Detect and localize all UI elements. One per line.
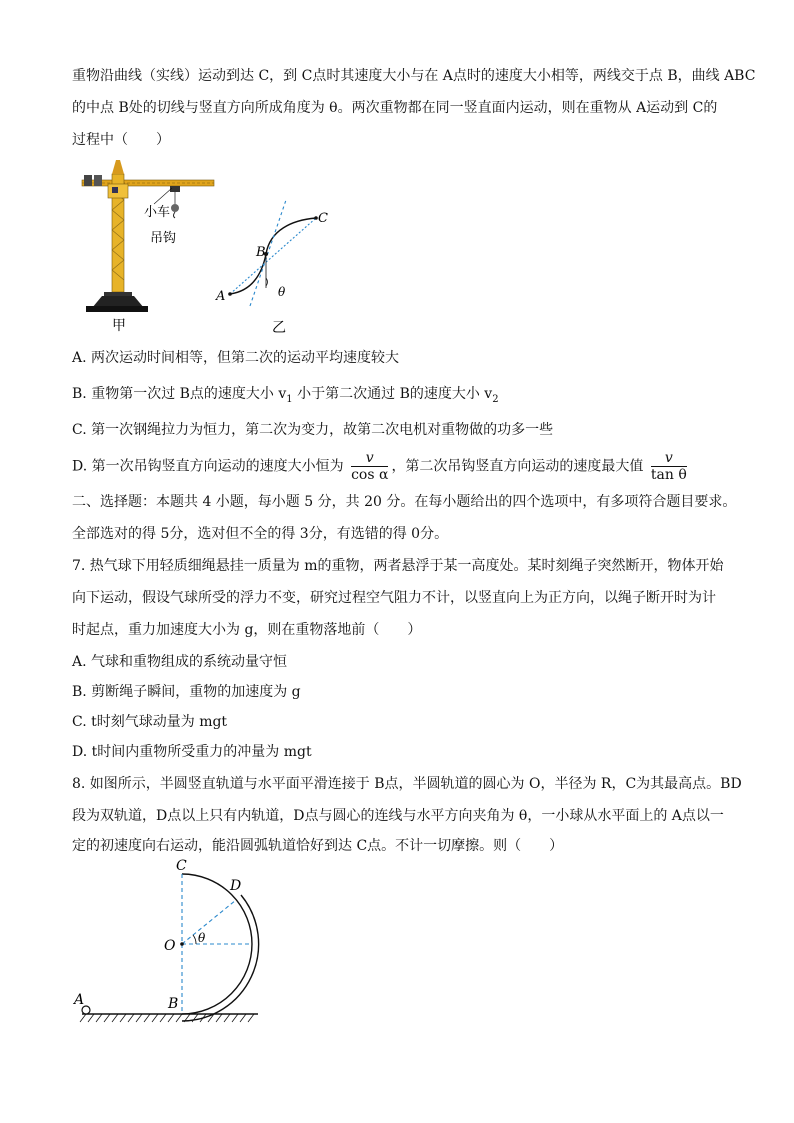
label-theta-fig2: θ (198, 931, 206, 945)
q7-line-2: 向下运动，假设气球所受的浮力不变，研究过程空气阻力不计，以竖直向上为正方向，以绳子断开时为计 (72, 590, 716, 606)
q7-option-d: D. t时间内重物所受重力的冲量为 mgt (72, 744, 312, 760)
center-dot (180, 942, 184, 946)
q6-option-a: A. 两次运动时间相等，但第二次的运动平均速度较大 (72, 350, 400, 366)
fraction-v-over-cos-alpha: $\frac{v}{\text{cos α}}$ (351, 450, 389, 483)
q8-line-3: 定的初速度向右运动，能沿圆弧轨道恰好到达 C点。不计一切摩擦。则（ ） (72, 838, 564, 854)
figure-crane-trajectory (72, 160, 352, 340)
trolley-label: 小车 (144, 205, 171, 220)
q6-option-b: B. 重物第一次过 B点的速度大小 $v_1$ 小于第二次通过 B的速度大小 $v_2$ (72, 386, 499, 405)
section-2-line-1: 二、选择题：本题共 4 小题，每小题 5 分，共 20 分。在每小题给出的四个选项中，有多项符合题目要求。 (72, 494, 737, 510)
fraction-v-over-tan-theta: $\frac{v}{\text{tan θ}}$ (650, 450, 687, 483)
q7-option-c: C. t时刻气球动量为 mgt (72, 714, 228, 730)
label-c: C (318, 211, 328, 226)
q8-line-2: 段为双轨道，D点以上只有内轨道，D点与圆心的连线与水平方向夹角为 θ，一小球从水平面上的 A点以一 (72, 808, 724, 824)
ground-hatching (80, 1014, 254, 1022)
figure-semicircle-track (64, 856, 284, 1028)
q6-option-c: C. 第一次钢绳拉力为恒力，第二次为变力，故第二次电机对重物做的功多一些 (72, 422, 554, 438)
label-theta: θ (278, 285, 286, 299)
q7-line-3: 时起点，重力加速度大小为 g，则在重物落地前（ ） (72, 622, 422, 638)
label-o-fig2: O (164, 938, 176, 954)
dotted-line-ac (230, 218, 316, 294)
caption-left: 甲 (112, 318, 126, 334)
radius-od-dashed (182, 900, 236, 944)
q7-option-b: B. 剪断绳子瞬间，重物的加速度为 g (72, 684, 301, 700)
label-d-fig2: D (230, 878, 242, 894)
angle-arc (193, 935, 196, 944)
crane-illustration (82, 160, 214, 312)
point-a-dot (228, 292, 232, 296)
intro-line-3: 过程中（ ） (72, 132, 170, 148)
intro-line-1: 重物沿曲线（实线）运动到达 C，到 C点时其速度大小与在 A点时的速度大小相等，两线交于点 B，曲线 ABC (72, 68, 756, 84)
section-2-line-2: 全部选对的得 5分，选对但不全的得 3分，有选错的得 0分。 (72, 526, 449, 542)
q6-option-d: D. 第一次吊钩竖直方向运动的速度大小恒为 $\frac{v}{\text{cos α}}$ ，第二次吊钩竖直方向运动的速度最大值 $\frac{v}{\text{tan θ}}$ (72, 450, 687, 483)
q8-line-1: 8. 如图所示，半圆竖直轨道与水平面平滑连接于 B点，半圆轨道的圆心为 O，半径为 R，C为其最高点。BD (72, 776, 742, 792)
caption-right: 乙 (272, 320, 286, 336)
intro-line-2: 的中点 B处的切线与竖直方向所成角度为 θ。两次重物都在同一竖直面内运动，则在重物从 A运动到 C的 (72, 100, 718, 116)
trajectory-diagram (228, 200, 318, 306)
label-b-fig2: B (168, 996, 179, 1012)
label-a-fig2: A (74, 992, 85, 1008)
hook-label: 吊钩 (150, 231, 177, 246)
label-a: A (216, 289, 226, 304)
label-b: B (256, 245, 266, 260)
q7-option-a: A. 气球和重物组成的系统动量守恒 (72, 654, 288, 670)
q7-line-1: 7. 热气球下用轻质细绳悬挂一质量为 m的重物，两者悬浮于某一高度处。某时刻绳子突然断开，物体开始 (72, 558, 724, 574)
label-c-fig2: C (176, 858, 187, 874)
